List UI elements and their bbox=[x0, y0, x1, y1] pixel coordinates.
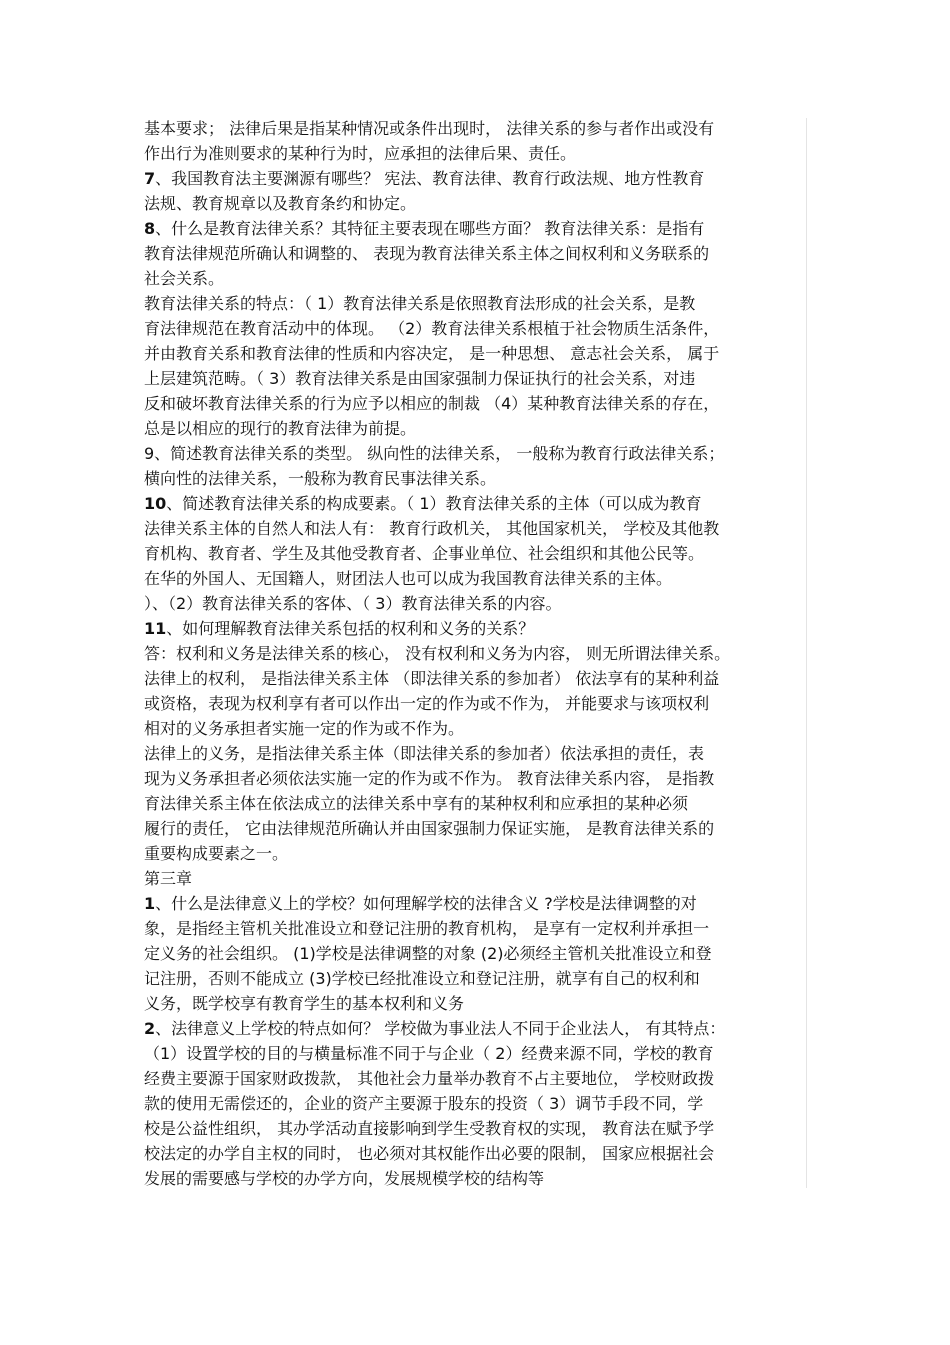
text-line bbox=[144, 1041, 806, 1066]
line-text: 育法律关系主体在依法成立的法律关系中享有的某种权利和应承担的某种必须 bbox=[144, 794, 689, 813]
text-line bbox=[144, 591, 806, 616]
line-text: 校法定的办学自主权的同时， 也必须对其权能作出必要的限制， 国家应根据社会 bbox=[144, 1144, 715, 1163]
question-number: 2 bbox=[144, 1019, 156, 1038]
line-text: 社会关系。 bbox=[144, 269, 225, 288]
text-line bbox=[144, 1066, 806, 1091]
line-text: 答：权利和义务是法律关系的核心， 没有权利和义务为内容， 则无所谓法律关系。 bbox=[144, 644, 731, 663]
line-text: 反和破坏教育法律关系的行为应予以相应的制裁 （4）某种教育法律关系的存在， bbox=[144, 394, 720, 413]
text-line bbox=[144, 566, 806, 591]
text-line bbox=[144, 416, 806, 441]
question-number: 8 bbox=[144, 219, 156, 238]
text-line bbox=[144, 1116, 806, 1141]
line-text: 、我国教育法主要渊源有哪些？ 宪法、教育法律、教育行政法规、地方性教育 bbox=[155, 169, 705, 188]
line-text: 第三章 bbox=[144, 869, 193, 888]
line-text: 经费主要源于国家财政拨款， 其他社会力量举办教育不占主要地位， 学校财政拨 bbox=[144, 1069, 715, 1088]
line-text: 法律上的义务，是指法律关系主体（即法律关系的参加者）依法承担的责任，表 bbox=[144, 744, 705, 763]
text-line bbox=[144, 716, 806, 741]
line-text: 象，是指经主管机关批准设立和登记注册的教育机构， 是享有一定权利并承担一 bbox=[144, 919, 710, 938]
document-body bbox=[144, 116, 806, 1191]
line-text: 上层建筑范畴。（ 3）教育法律关系是由国家强制力保证执行的社会关系，对违 bbox=[144, 369, 696, 388]
text-line bbox=[144, 741, 806, 766]
text-line bbox=[144, 666, 806, 691]
line-text: 定义务的社会组织。 (1)学校是法律调整的对象 (2)必须经主管机关批准设立和登 bbox=[144, 944, 712, 963]
text-line bbox=[144, 516, 806, 541]
text-line bbox=[144, 991, 806, 1016]
line-text: 9、简述教育法律关系的类型。 纵向性的法律关系， 一般称为教育行政法律关系； bbox=[144, 444, 725, 463]
text-line bbox=[144, 341, 806, 366]
text-line bbox=[144, 641, 806, 666]
text-line bbox=[144, 191, 806, 216]
text-line bbox=[144, 941, 806, 966]
line-text: 重要构成要素之一。 bbox=[144, 844, 289, 863]
line-text: 横向性的法律关系，一般称为教育民事法律关系。 bbox=[144, 469, 497, 488]
line-text: 履行的责任， 它由法律规范所确认并由国家强制力保证实施， 是教育法律关系的 bbox=[144, 819, 715, 838]
text-line bbox=[144, 216, 806, 241]
line-text: ）、（2）教育法律关系的客体、（ 3）教育法律关系的内容。 bbox=[144, 594, 562, 613]
text-line bbox=[144, 891, 806, 916]
line-text: 记注册，否则不能成立 (3)学校已经批准设立和登记注册，就享有自己的权利和 bbox=[144, 969, 700, 988]
text-line bbox=[144, 841, 806, 866]
text-line bbox=[144, 1166, 806, 1191]
line-text: 、什么是法律意义上的学校？如何理解学校的法律含义 ?学校是法律调整的对 bbox=[155, 894, 697, 913]
line-text: 义务，既学校享有教育学生的基本权利和义务 bbox=[144, 994, 465, 1013]
question-number: 7 bbox=[144, 169, 156, 188]
text-line bbox=[144, 1091, 806, 1116]
line-text: 在华的外国人、无国籍人，财团法人也可以成为我国教育法律关系的主体。 bbox=[144, 569, 673, 588]
line-text: 总是以相应的现行的教育法律为前提。 bbox=[144, 419, 417, 438]
text-line bbox=[144, 541, 806, 566]
line-text: 教育法律规范所确认和调整的、 表现为教育法律关系主体之间权利和义务联系的 bbox=[144, 244, 710, 263]
text-line bbox=[144, 916, 806, 941]
text-line bbox=[144, 441, 806, 466]
text-line bbox=[144, 766, 806, 791]
line-text: 、什么是教育法律关系？其特征主要表现在哪些方面？ 教育法律关系：是指有 bbox=[155, 219, 705, 238]
text-line bbox=[144, 291, 806, 316]
question-number: 1 bbox=[144, 894, 156, 913]
text-line bbox=[144, 966, 806, 991]
text-line bbox=[144, 241, 806, 266]
line-text: 基本要求； 法律后果是指某种情况或条件出现时， 法律关系的参与者作出或没有 bbox=[144, 119, 715, 138]
question-number: 11 bbox=[144, 619, 167, 638]
text-line bbox=[144, 166, 806, 191]
line-text: 法律上的权利， 是指法律关系主体 （即法律关系的参加者） 依法享有的某种利益 bbox=[144, 669, 720, 688]
text-line bbox=[144, 1016, 806, 1041]
text-line bbox=[144, 366, 806, 391]
text-line bbox=[144, 866, 806, 891]
line-text: 现为义务承担者必须依法实施一定的作为或不作为。 教育法律关系内容， 是指教 bbox=[144, 769, 715, 788]
line-text: 、简述教育法律关系的构成要素。（ 1）教育法律关系的主体（可以成为教育 bbox=[166, 494, 702, 513]
line-text: 款的使用无需偿还的，企业的资产主要源于股东的投资（ 3）调节手段不同，学 bbox=[144, 1094, 704, 1113]
text-line bbox=[144, 141, 806, 166]
text-line bbox=[144, 116, 806, 141]
line-text: 法律关系主体的自然人和法人有： 教育行政机关， 其他国家机关， 学校及其他教 bbox=[144, 519, 720, 538]
text-line bbox=[144, 466, 806, 491]
page-margin-rule bbox=[806, 118, 807, 1188]
text-line bbox=[144, 691, 806, 716]
line-text: 并由教育关系和教育法律的性质和内容决定， 是一种思想、 意志社会关系， 属于 bbox=[144, 344, 720, 363]
line-text: 、法律意义上学校的特点如何？ 学校做为事业法人不同于企业法人， 有其特点： bbox=[155, 1019, 726, 1038]
line-text: 育机构、教育者、学生及其他受教育者、企事业单位、社会组织和其他公民等。 bbox=[144, 544, 705, 563]
line-text: 教育法律关系的特点：（ 1）教育法律关系是依照教育法形成的社会关系，是教 bbox=[144, 294, 696, 313]
line-text: 、如何理解教育法律关系包括的权利和义务的关系？ bbox=[166, 619, 535, 638]
line-text: 发展的需要感与学校的办学方向，发展规模学校的结构等 bbox=[144, 1169, 545, 1188]
line-text: 作出行为准则要求的某种行为时，应承担的法律后果、责任。 bbox=[144, 144, 577, 163]
question-number: 10 bbox=[144, 494, 167, 513]
text-line bbox=[144, 791, 806, 816]
line-text: 法规、教育规章以及教育条约和协定。 bbox=[144, 194, 417, 213]
line-text: （1）设置学校的目的与横量标准不同于与企业（ 2）经费来源不同，学校的教育 bbox=[144, 1044, 714, 1063]
text-line bbox=[144, 266, 806, 291]
text-line bbox=[144, 316, 806, 341]
text-line bbox=[144, 816, 806, 841]
text-line bbox=[144, 491, 806, 516]
line-text: 育法律规范在教育活动中的体现。 （2）教育法律关系根植于社会物质生活条件， bbox=[144, 319, 720, 338]
line-text: 相对的义务承担者实施一定的作为或不作为。 bbox=[144, 719, 465, 738]
line-text: 校是公益性组织， 其办学活动直接影响到学生受教育权的实现， 教育法在赋予学 bbox=[144, 1119, 715, 1138]
text-line bbox=[144, 1141, 806, 1166]
line-text: 或资格，表现为权利享有者可以作出一定的作为或不作为， 并能要求与该项权利 bbox=[144, 694, 710, 713]
text-line bbox=[144, 616, 806, 641]
text-line bbox=[144, 391, 806, 416]
